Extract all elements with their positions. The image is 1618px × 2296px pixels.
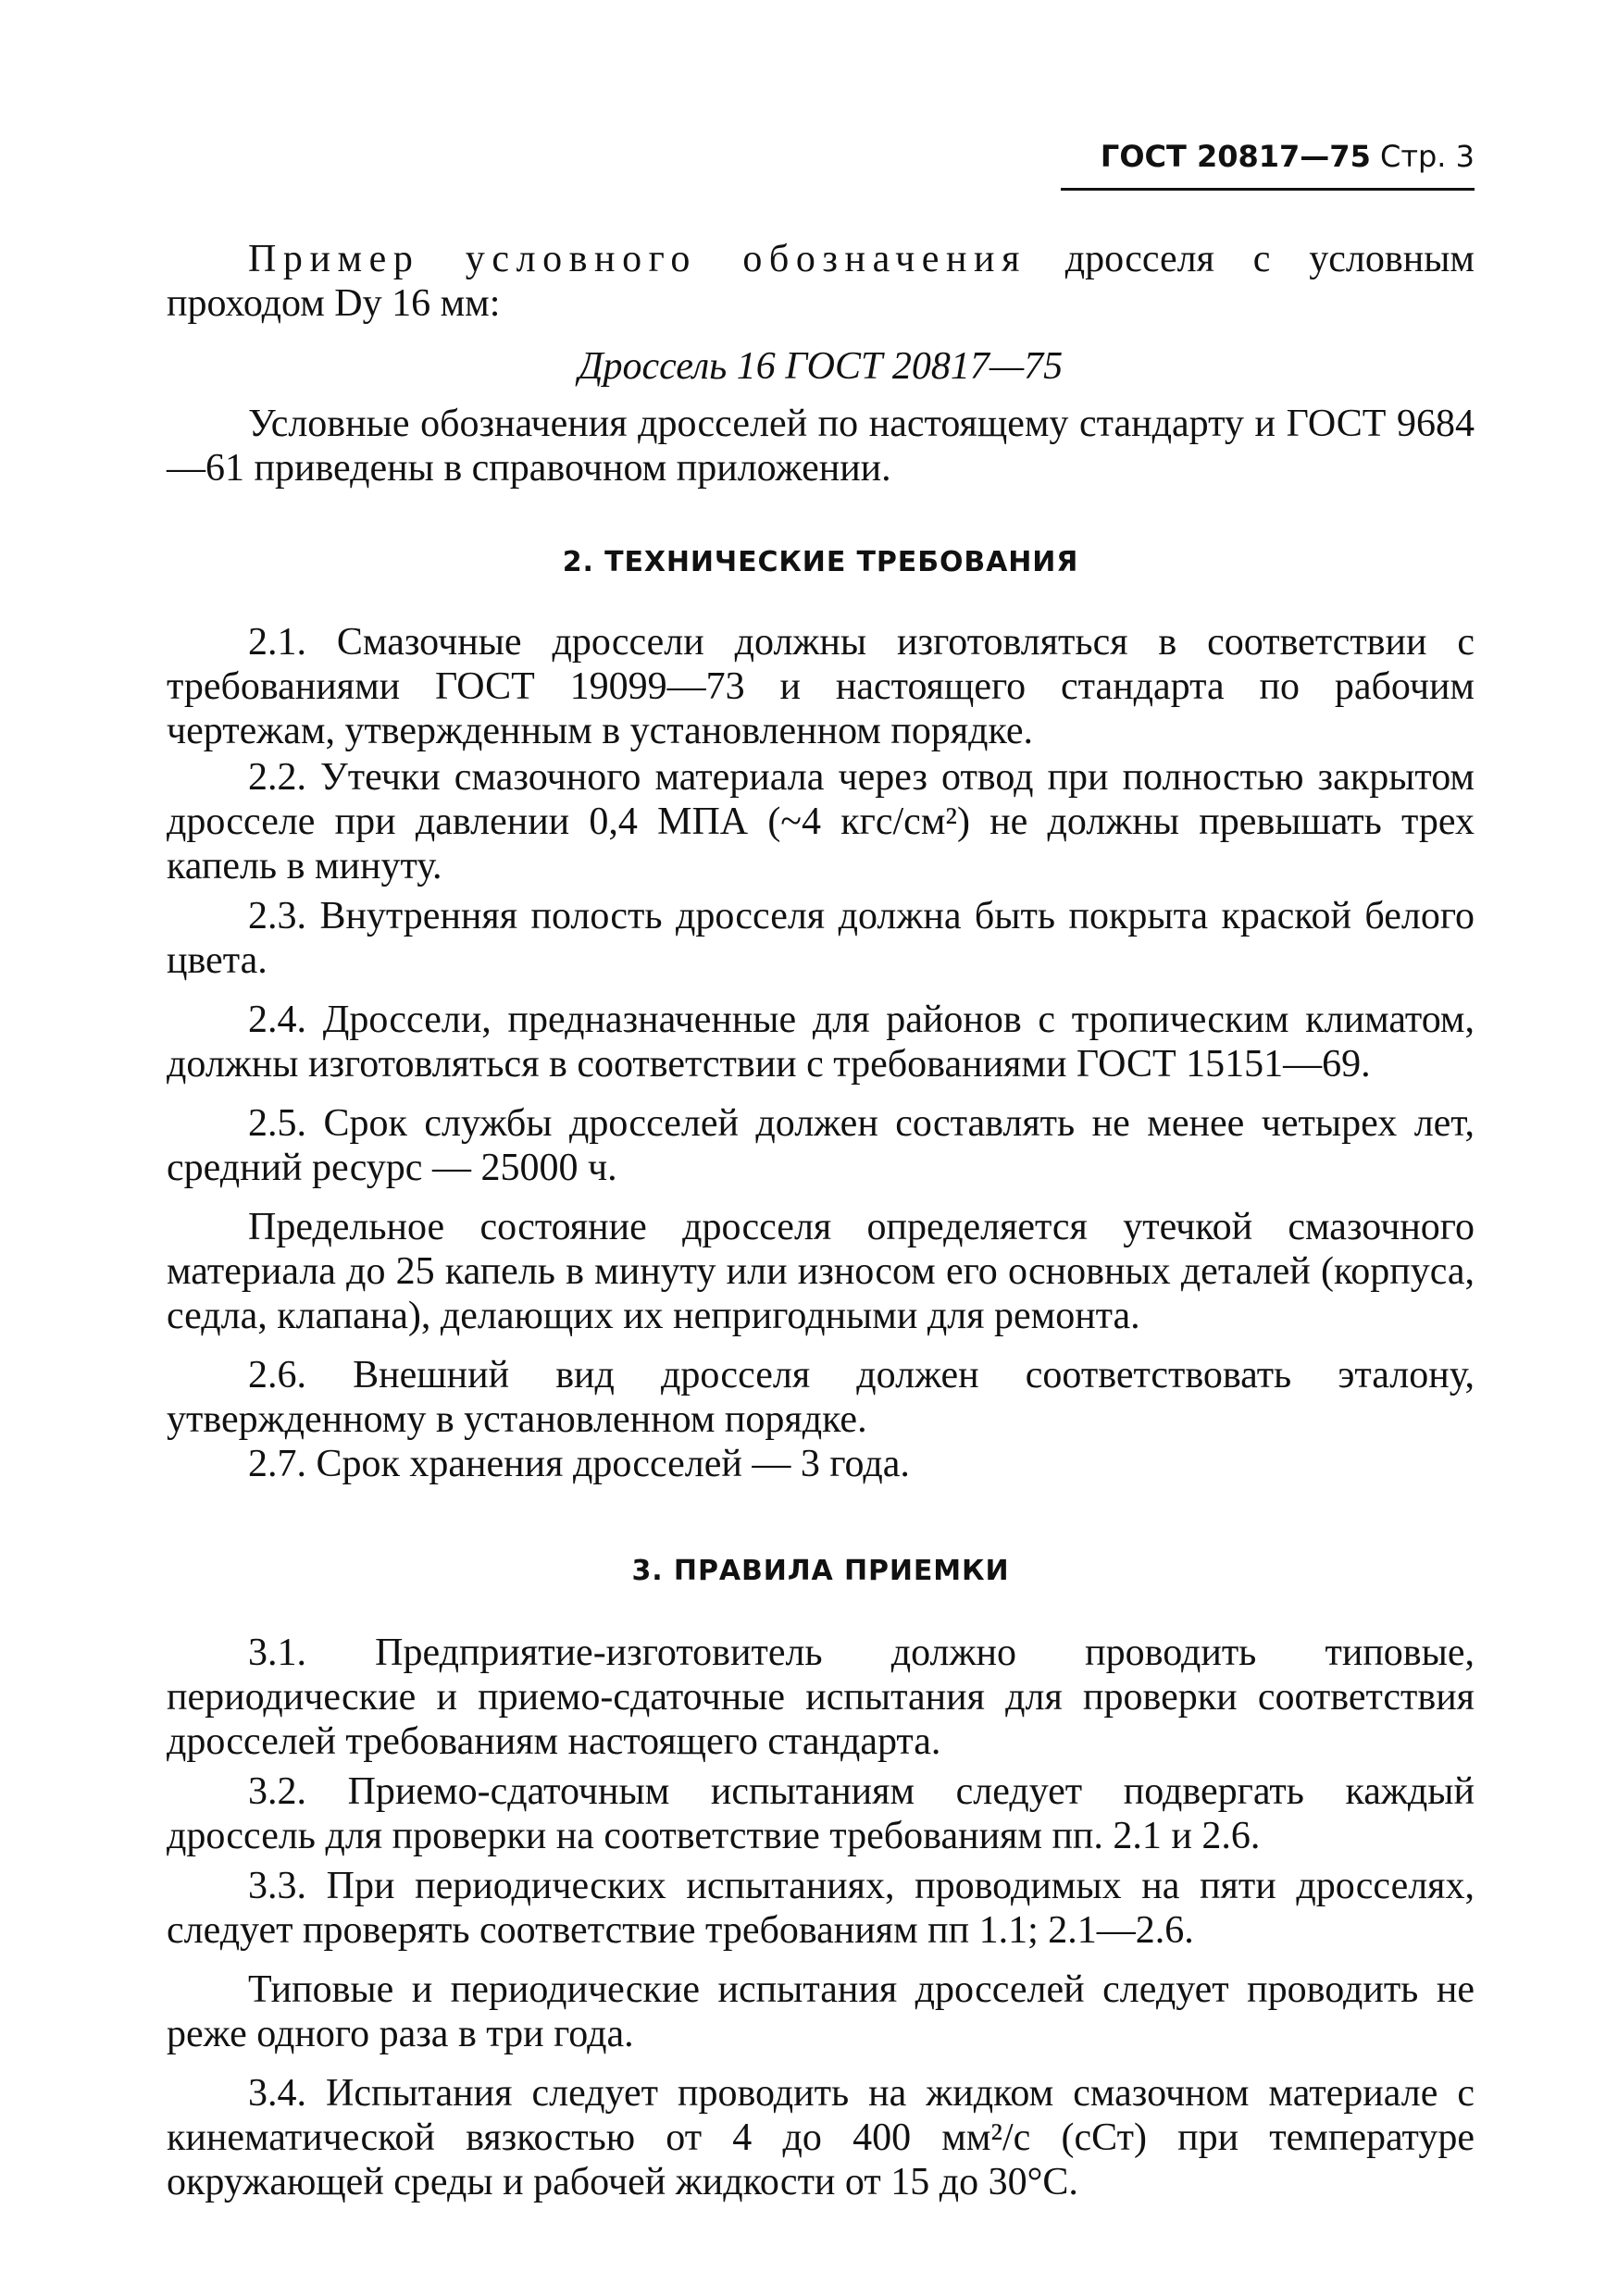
designation-example-lead: Пример условного обозначения <box>248 238 1027 280</box>
paragraph-2-7: 2.7. Срок хранения дросселей — 3 года. <box>248 1443 910 1485</box>
document-code: ГОСТ 20817—75 <box>1100 139 1371 174</box>
designation-example: Дроссель 16 ГОСТ 20817—75 <box>578 345 1064 388</box>
paragraph-2-3: 2.3. Внутренняя полость дросселя должна быть покрыта краской белого цвета. <box>167 895 1475 982</box>
page-header <box>1061 139 1475 174</box>
paragraph-2-2: 2.2. Утечки смазочного материала через отвод при полностью закрытом дросселе при давлении 0,4 МПА (~4 кгс/см²) не должны превышать трех капель в минуту. <box>167 756 1475 887</box>
designation-example-intro <box>167 237 1475 326</box>
header-rule <box>1061 188 1475 191</box>
section-title-acceptance-rules: 3. ПРАВИЛА ПРИЕМКИ <box>631 1555 1010 1587</box>
reference-note: Условные обозначения дросселей по настоящему стандарту и ГОСТ 9684—61 приведены в справочном приложении. <box>167 403 1475 490</box>
paragraph-2-5-limit-state: Предельное состояние дросселя определяется утечкой смазочного материала до 25 капель в минуту или износом его основных деталей (корпуса, седла, клапана), делающих их непригодными для ремонта. <box>167 1206 1475 1337</box>
paragraph-3-4: 3.4. Испытания следует проводить на жидком смазочном материале с кинематической вязкостью от 4 до 400 мм²/с (сСт) при температуре окружающей среды и рабочей жидкости от 15 до 30°С. <box>167 2072 1475 2203</box>
paragraph-3-2: 3.2. Приемо-сдаточным испытаниям следует подвергать каждый дроссель для проверки на соответствие требованиям пп. 2.1 и 2.6. <box>167 1770 1475 1857</box>
paragraph-3-3: 3.3. При периодических испытаниях, проводимых на пяти дросселях, следует проверять соответствие требованиям пп 1.1; 2.1—2.6. <box>167 1865 1475 1952</box>
paragraph-2-5: 2.5. Срок службы дросселей должен составлять не менее четырех лет, средний ресурс — 25000 ч. <box>167 1102 1475 1189</box>
paragraph-2-6: 2.6. Внешний вид дросселя должен соответствовать эталону, утвержденному в установленном порядке. <box>167 1354 1475 1441</box>
document-body <box>167 237 1475 2204</box>
paragraph-3-3-periodicity: Типовые и периодические испытания дросселей следует проводить не реже одного раза в три года. <box>167 1968 1475 2055</box>
paragraph-2-1: 2.1. Смазочные дроссели должны изготовляться в соответствии с требованиями ГОСТ 19099—73 и настоящего стандарта по рабочим чертежам, утвержденным в установленном порядке. <box>167 621 1475 752</box>
paragraph-3-1: 3.1. Предприятие-изготовитель должно проводить типовые, периодические и приемо-сдаточные испытания для проверки соответствия дросселей требованиям настоящего стандарта. <box>167 1632 1475 1763</box>
paragraph-2-4: 2.4. Дроссели, предназначенные для районов с тропическим климатом, должны изготовляться в соответствии с требованиями ГОСТ 15151—69. <box>167 999 1475 1086</box>
designation-example-rest: дросселя с условным проходом Dу 16 мм: <box>167 238 1475 325</box>
section-title-technical-requirements: 2. ТЕХНИЧЕСКИЕ ТРЕБОВАНИЯ <box>562 546 1079 578</box>
page-number: Стр. 3 <box>1380 139 1475 174</box>
